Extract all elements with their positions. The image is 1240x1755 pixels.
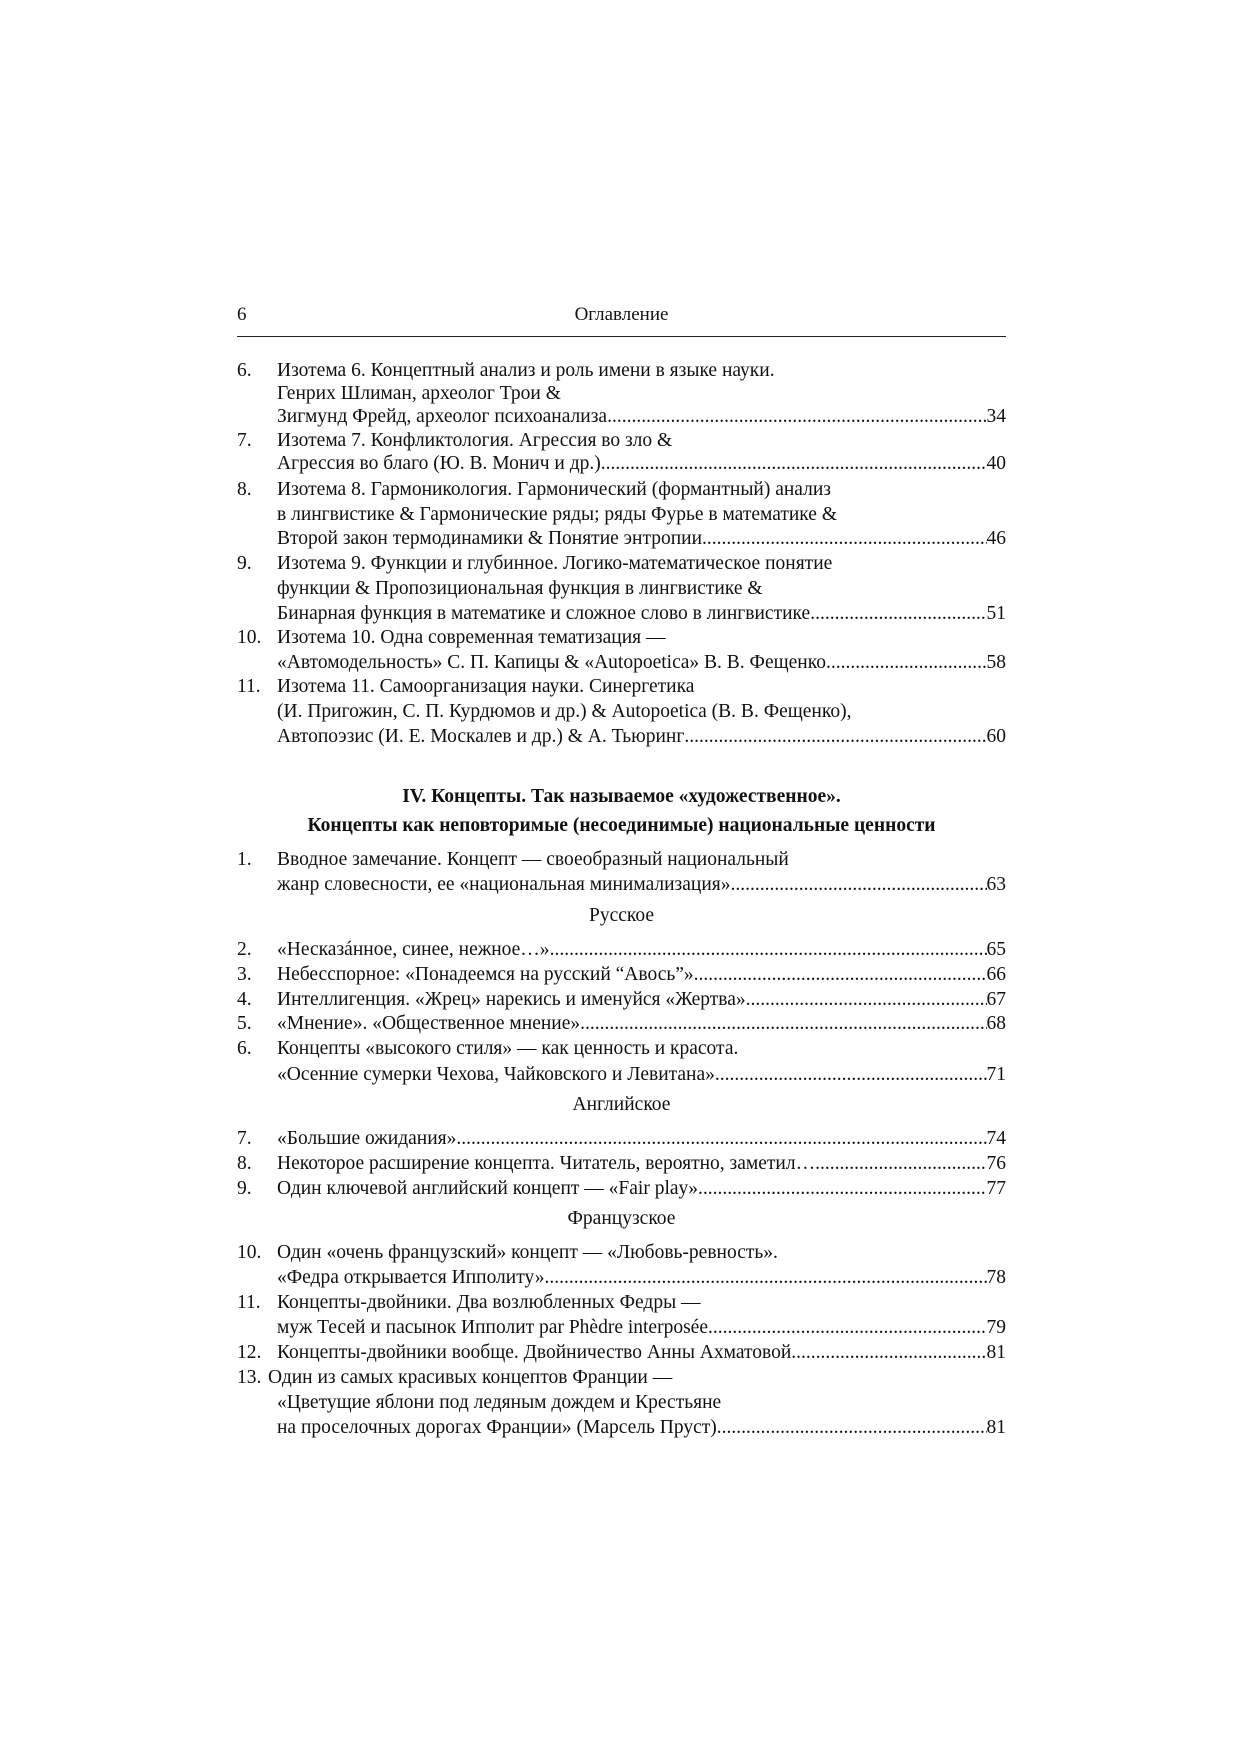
toc-line	[237, 1290, 1006, 1316]
entry-text: «Несказáнное, синее, нежное…»	[277, 939, 550, 960]
entry-page: 78	[986, 1267, 1006, 1288]
entry-number: 13.	[237, 1367, 262, 1388]
entry-text: Изотема 9. Функции и глубинное. Логико-математическое понятие	[277, 553, 833, 574]
entry-text: «Цветущие яблони под ледяным дождем и Крестьяне	[277, 1392, 722, 1413]
toc-entry-ru-4	[237, 987, 1006, 1013]
toc-line	[237, 1365, 1006, 1391]
entry-text: Один «очень французский» концепт — «Любовь-ревность».	[277, 1242, 778, 1263]
entry-text: «Федра открывается Ипполиту»	[277, 1267, 545, 1288]
entry-text: Изотема 11. Самоорганизация науки. Синергетика	[277, 676, 695, 697]
entry-number: 6.	[237, 1038, 252, 1059]
entry-number: 8.	[237, 1153, 252, 1174]
entry-number: 9.	[237, 553, 252, 574]
entry-number: 10.	[237, 1242, 262, 1263]
dot-leader	[708, 1315, 987, 1341]
entry-page: 81	[986, 1417, 1006, 1438]
entry-page: 66	[986, 964, 1006, 985]
toc-line	[237, 1240, 1006, 1266]
running-header	[237, 300, 1006, 337]
entry-text: Один из самых красивых концептов Франции —	[268, 1367, 673, 1388]
entry-text: Генрих Шлиман, археолог Трои &	[277, 383, 561, 404]
entry-page: 34	[986, 406, 1006, 427]
entry-text: Автопоэзис (И. Е. Москалев и др.) & А. Тьюринг	[277, 726, 685, 747]
toc-line	[237, 625, 1006, 651]
entry-page: 79	[986, 1317, 1006, 1338]
dot-leader	[550, 937, 987, 963]
entry-text: (И. Пригожин, С. П. Курдюмов и др.) & Autopoetica (В. В. Фещенко),	[277, 701, 852, 722]
toc-line	[237, 1315, 1006, 1341]
toc-entry-en-8	[237, 1151, 1006, 1177]
toc-line	[237, 1036, 1006, 1062]
entry-text: в лингвистике & Гармонические ряды; ряды Фурье в математике &	[277, 504, 837, 525]
entry-number: 12.	[237, 1342, 262, 1363]
entry-page: 65	[986, 939, 1006, 960]
entry-text: Бинарная функция в математике и сложное слово в лингвистике	[277, 603, 811, 624]
dot-leader	[601, 451, 987, 477]
entry-number: 6.	[237, 360, 252, 381]
entry-page: 76	[986, 1153, 1006, 1174]
toc-entry-en-7	[237, 1126, 1006, 1152]
toc-line	[237, 699, 1006, 725]
section-heading-line-2: Концепты как неповторимые (несоединимые) национальные ценности	[307, 815, 936, 836]
entry-text: жанр словесности, ее «национальная минимализация»	[277, 874, 731, 895]
entry-text: Некоторое расширение концепта. Читатель, вероятно, заметил…	[277, 1153, 816, 1174]
subsection-russian: Русское	[588, 905, 655, 926]
dot-leader	[815, 1151, 986, 1177]
entry-text: «Автомодельность» С. П. Капицы & «Autopoetica» В. В. Фещенко	[277, 652, 826, 673]
entry-number: 9.	[237, 1178, 252, 1199]
toc-line	[237, 1390, 1006, 1416]
toc-line	[237, 404, 1006, 430]
entry-text: Концепты-двойники вообще. Двойничество Анны Ахматовой	[277, 1342, 792, 1363]
entry-number: 11.	[237, 1292, 261, 1313]
toc-entry-ru-2	[237, 937, 1006, 963]
entry-number: 7.	[237, 430, 252, 451]
toc-line	[237, 576, 1006, 602]
toc-line	[237, 1265, 1006, 1291]
entry-number: 3.	[237, 964, 252, 985]
entry-page: 68	[986, 1013, 1006, 1034]
entry-page: 71	[986, 1064, 1006, 1085]
entry-page: 74	[986, 1128, 1006, 1149]
entry-text: Изотема 6. Концептный анализ и роль имени в языке науки.	[277, 360, 775, 381]
dot-leader	[715, 1062, 987, 1088]
entry-page: 46	[986, 528, 1006, 549]
section-heading	[237, 782, 1006, 840]
entry-number: 2.	[237, 939, 252, 960]
entry-number: 5.	[237, 1013, 252, 1034]
subsection-english: Английское	[572, 1094, 671, 1115]
entry-text: «Мнение». «Общественное мнение»	[277, 1013, 581, 1034]
entry-number: 7.	[237, 1128, 252, 1149]
toc-entry-en-9	[237, 1176, 1006, 1202]
entry-number: 10.	[237, 627, 262, 648]
toc-line	[237, 847, 1006, 873]
entry-text: Зигмунд Фрейд, археолог психоанализа	[277, 406, 608, 427]
entry-number: 4.	[237, 989, 252, 1010]
entry-page: 81	[986, 1342, 1006, 1363]
entry-text: Агрессия во благо (Ю. В. Монич и др.)	[277, 453, 601, 474]
entry-text: Изотема 7. Конфликтология. Агрессия во зло &	[277, 430, 673, 451]
toc-entry-ru-5	[237, 1011, 1006, 1037]
entry-text: Изотема 10. Одна современная тематизация —	[277, 627, 666, 648]
subsection-french: Французское	[567, 1208, 676, 1229]
entry-page: 67	[986, 989, 1006, 1010]
running-title: Оглавление	[574, 304, 669, 325]
entry-page: 40	[986, 453, 1006, 474]
dot-leader	[826, 650, 987, 676]
entry-text: функции & Пропозициональная функция в лингвистике &	[277, 578, 763, 599]
dot-leader	[456, 1126, 986, 1152]
toc-line	[237, 1415, 1006, 1441]
toc-line	[237, 526, 1006, 552]
dot-leader	[702, 526, 986, 552]
toc-line	[237, 650, 1006, 676]
dot-leader	[791, 1340, 986, 1366]
section-heading-line-1: IV. Концепты. Так называемое «художественное».	[402, 786, 841, 807]
toc-line	[237, 601, 1006, 627]
entry-page: 51	[986, 603, 1006, 624]
dot-leader	[580, 1011, 986, 1037]
dot-leader	[698, 1176, 986, 1202]
entry-text: Вводное замечание. Концепт — своеобразный национальный	[277, 849, 789, 870]
entry-text: Концепты «высокого стиля» — как ценность и красота.	[277, 1038, 739, 1059]
dot-leader	[694, 962, 987, 988]
entry-number: 8.	[237, 479, 252, 500]
entry-number: 1.	[237, 849, 252, 870]
entry-text: муж Тесей и пасынок Ипполит par Phèdre interposée	[277, 1317, 708, 1338]
toc-line	[237, 551, 1006, 577]
entry-text: «Большие ожидания»	[277, 1128, 457, 1149]
entry-text: Изотема 8. Гармоникология. Гармонический (формантный) анализ	[277, 479, 832, 500]
toc-entry-ru-3	[237, 962, 1006, 988]
toc-line	[237, 451, 1006, 477]
entry-page: 58	[986, 652, 1006, 673]
dot-leader	[684, 724, 986, 750]
toc-line	[237, 1062, 1006, 1088]
dot-leader	[810, 601, 986, 627]
entry-text: Небесспорное: «Понадеемся на русский “Авось”»	[277, 964, 694, 985]
toc-line	[237, 477, 1006, 503]
toc-line	[237, 674, 1006, 700]
entry-page: 60	[986, 726, 1006, 747]
page-number: 6	[237, 304, 247, 325]
entry-text: Один ключевой английский концепт — «Fair play»	[277, 1178, 699, 1199]
dot-leader	[607, 404, 986, 430]
dot-leader	[746, 987, 987, 1013]
entry-text: на проселочных дорогах Франции» (Марсель Пруст)	[277, 1417, 717, 1438]
dot-leader	[731, 872, 987, 898]
entry-number: 11.	[237, 676, 261, 697]
entry-page: 63	[986, 874, 1006, 895]
toc-line	[237, 502, 1006, 528]
entry-text: Интеллигенция. «Жрец» нарекись и именуйся «Жертва»	[277, 989, 746, 1010]
entry-text: Концепты-двойники. Два возлюбленных Федры —	[277, 1292, 701, 1313]
dot-leader	[544, 1265, 986, 1291]
entry-page: 77	[986, 1178, 1006, 1199]
toc-line	[237, 724, 1006, 750]
entry-text: Второй закон термодинамики & Понятие энтропии	[277, 528, 703, 549]
toc-entry-fr-12	[237, 1340, 1006, 1366]
dot-leader	[717, 1415, 987, 1441]
toc-line	[237, 872, 1006, 898]
entry-text: «Осенние сумерки Чехова, Чайковского и Левитана»	[277, 1064, 715, 1085]
